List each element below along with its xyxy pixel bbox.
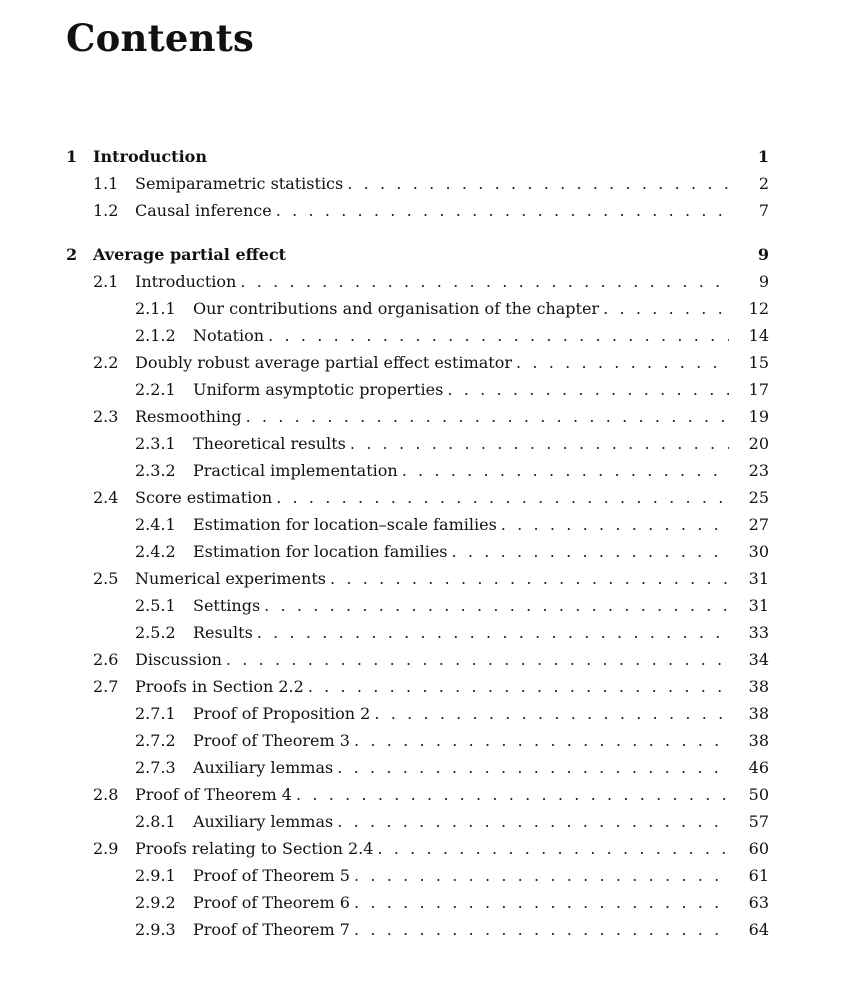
toc-dot-leader: [354, 916, 729, 943]
toc-entry-number: 2.1.2: [135, 326, 176, 345]
toc-entry-page-number: 17: [748, 380, 769, 399]
toc-dot-leader: [377, 835, 729, 862]
toc-entry-number: 2: [66, 245, 78, 264]
page-title: Contents: [66, 16, 255, 60]
toc-entry-number: 2.9.3: [135, 920, 176, 939]
toc-entry-page-number: 63: [748, 893, 769, 912]
toc-dot-leader: [240, 268, 729, 295]
toc-entry-number: 2.9.1: [135, 866, 176, 885]
toc-entry-number: 2.9.2: [135, 893, 176, 912]
toc-entry-title: Score estimation: [135, 488, 276, 507]
toc-entry-page-number: 19: [748, 407, 769, 426]
toc-entry-title: Semiparametric statistics: [135, 174, 347, 193]
toc-entry-title: Uniform asymptotic properties: [193, 380, 447, 399]
toc-entry-page-number: 27: [748, 515, 769, 534]
toc-entry-page-number: 31: [748, 596, 769, 615]
toc-section-entry[interactable]: [66, 484, 769, 511]
toc-entry-title: Proofs in Section 2.2: [135, 677, 308, 696]
toc-entry-number: 2.7.2: [135, 731, 176, 750]
toc-subsection-entry[interactable]: [66, 862, 769, 889]
toc-subsection-entry[interactable]: [66, 376, 769, 403]
toc-dot-leader: [276, 484, 729, 511]
toc-entry-number: 1: [66, 147, 78, 166]
toc-section-entry[interactable]: [66, 170, 769, 197]
toc-entry-title: Estimation for location families: [193, 542, 452, 561]
toc-subsection-entry[interactable]: [66, 322, 769, 349]
toc-entry-page-number: 38: [748, 731, 769, 750]
toc-entry-number: 2.7.3: [135, 758, 176, 777]
toc-entry-title: Auxiliary lemmas: [193, 812, 337, 831]
toc-entry-number: 2.8: [93, 785, 119, 804]
toc-entry-title: Numerical experiments: [135, 569, 330, 588]
toc-entry-page-number: 30: [748, 542, 769, 561]
toc-chapter-entry[interactable]: [66, 241, 769, 268]
toc-entry-page-number: 1: [757, 147, 769, 166]
toc-entry-title: Discussion: [135, 650, 226, 669]
toc-entry-number: 2.1: [93, 272, 119, 291]
toc-entry-number: 2.5.1: [135, 596, 176, 615]
toc-dot-leader: [402, 457, 729, 484]
toc-entry-title: Resmoothing: [135, 407, 246, 426]
toc-entry-page-number: 25: [748, 488, 769, 507]
toc-entry-page-number: 14: [748, 326, 769, 345]
toc-entry-page-number: 9: [757, 245, 769, 264]
toc-dot-leader: [374, 700, 729, 727]
toc-entry-page-number: 38: [748, 677, 769, 696]
toc-entry-page-number: 20: [748, 434, 769, 453]
toc-dot-leader: [354, 727, 729, 754]
toc-entry-title: Doubly robust average partial effect estimator: [135, 353, 516, 372]
toc-section-entry[interactable]: [66, 781, 769, 808]
toc-entry-title: Proof of Theorem 3: [193, 731, 354, 750]
toc-entry-number: 2.4.2: [135, 542, 176, 561]
toc-entry-page-number: 9: [758, 272, 769, 291]
toc-entry-title: Proof of Theorem 5: [193, 866, 354, 885]
toc-entry-title: Theoretical results: [193, 434, 350, 453]
toc-subsection-entry[interactable]: [66, 889, 769, 916]
toc-entry-number: 2.6: [93, 650, 119, 669]
toc-subsection-entry[interactable]: [66, 538, 769, 565]
toc-entry-number: 2.7.1: [135, 704, 176, 723]
toc-subsection-entry[interactable]: [66, 916, 769, 943]
toc-entry-number: 2.2: [93, 353, 119, 372]
toc-entry-number: 2.3.1: [135, 434, 176, 453]
toc-entry-page-number: 23: [748, 461, 769, 480]
toc-entry-title: Proof of Theorem 6: [193, 893, 354, 912]
toc-entry-title: Auxiliary lemmas: [193, 758, 337, 777]
toc-dot-leader: [516, 349, 729, 376]
toc-chapter-entry[interactable]: [66, 143, 769, 170]
toc-subsection-entry[interactable]: [66, 727, 769, 754]
toc-dot-leader: [268, 322, 729, 349]
toc-subsection-entry[interactable]: [66, 700, 769, 727]
toc-entry-number: 2.8.1: [135, 812, 176, 831]
toc-entry-title: Introduction: [135, 272, 240, 291]
toc-entry-number: 2.2.1: [135, 380, 176, 399]
table-of-contents: [66, 143, 769, 943]
toc-section-entry[interactable]: [66, 646, 769, 673]
toc-dot-leader: [452, 538, 730, 565]
toc-entry-title: Proof of Theorem 4: [135, 785, 296, 804]
toc-entry-title: Notation: [193, 326, 268, 345]
toc-subsection-entry[interactable]: [66, 295, 769, 322]
toc-entry-number: 2.3: [93, 407, 119, 426]
toc-entry-number: 2.5.2: [135, 623, 176, 642]
toc-entry-page-number: 12: [748, 299, 769, 318]
toc-entry-title: Settings: [193, 596, 264, 615]
toc-section-entry[interactable]: [66, 349, 769, 376]
toc-dot-leader: [603, 295, 729, 322]
toc-subsection-entry[interactable]: [66, 808, 769, 835]
toc-dot-leader: [264, 592, 729, 619]
toc-subsection-entry[interactable]: [66, 511, 769, 538]
toc-entry-page-number: 31: [748, 569, 769, 588]
toc-entry-title: Our contributions and organisation of the chapter: [193, 299, 603, 318]
toc-entry-number: 1.2: [93, 201, 119, 220]
toc-entry-number: 2.4.1: [135, 515, 176, 534]
toc-entry-title: Proof of Proposition 2: [193, 704, 374, 723]
toc-entry-title: Causal inference: [135, 201, 276, 220]
toc-dot-leader: [308, 673, 729, 700]
toc-entry-number: 2.3.2: [135, 461, 176, 480]
toc-entry-title: Average partial effect: [93, 245, 290, 264]
toc-entry-title: Proofs relating to Section 2.4: [135, 839, 377, 858]
toc-entry-title: Estimation for location–scale families: [193, 515, 501, 534]
toc-dot-leader: [501, 511, 729, 538]
toc-entry-number: 2.4: [93, 488, 119, 507]
toc-entry-page-number: 64: [748, 920, 769, 939]
toc-entry-page-number: 50: [748, 785, 769, 804]
toc-section-entry[interactable]: [66, 673, 769, 700]
toc-dot-leader: [246, 403, 729, 430]
toc-dot-leader: [257, 619, 729, 646]
toc-section-entry[interactable]: [66, 268, 769, 295]
toc-section-entry[interactable]: [66, 197, 769, 224]
toc-dot-leader: [226, 646, 729, 673]
toc-entry-page-number: 57: [748, 812, 769, 831]
toc-dot-leader: [447, 376, 729, 403]
toc-entry-number: 2.7: [93, 677, 119, 696]
toc-section-entry[interactable]: [66, 835, 769, 862]
toc-entry-title: Results: [193, 623, 257, 642]
toc-subsection-entry[interactable]: [66, 754, 769, 781]
toc-entry-number: 1.1: [93, 174, 119, 193]
toc-dot-leader: [347, 170, 729, 197]
toc-dot-leader: [330, 565, 729, 592]
toc-entry-page-number: 7: [758, 201, 769, 220]
toc-entry-page-number: 61: [748, 866, 769, 885]
toc-entry-page-number: 38: [748, 704, 769, 723]
toc-dot-leader: [354, 862, 729, 889]
toc-dot-leader: [337, 808, 729, 835]
toc-dot-leader: [296, 781, 729, 808]
toc-entry-number: 2.5: [93, 569, 119, 588]
toc-entry-page-number: 2: [758, 174, 769, 193]
toc-section-entry[interactable]: [66, 403, 769, 430]
toc-dot-leader: [276, 197, 729, 224]
toc-entry-page-number: 15: [748, 353, 769, 372]
toc-subsection-entry[interactable]: [66, 430, 769, 457]
toc-dot-leader: [350, 430, 729, 457]
toc-dot-leader: [337, 754, 729, 781]
toc-entry-page-number: 33: [748, 623, 769, 642]
toc-entry-page-number: 46: [748, 758, 769, 777]
toc-entry-title: Practical implementation: [193, 461, 402, 480]
toc-subsection-entry[interactable]: [66, 457, 769, 484]
toc-subsection-entry[interactable]: [66, 592, 769, 619]
toc-subsection-entry[interactable]: [66, 619, 769, 646]
toc-entry-page-number: 34: [748, 650, 769, 669]
toc-entry-page-number: 60: [748, 839, 769, 858]
toc-entry-title: Introduction: [93, 147, 211, 166]
toc-entry-number: 2.9: [93, 839, 119, 858]
toc-dot-leader: [354, 889, 729, 916]
toc-entry-title: Proof of Theorem 7: [193, 920, 354, 939]
toc-entry-number: 2.1.1: [135, 299, 176, 318]
toc-section-entry[interactable]: [66, 565, 769, 592]
